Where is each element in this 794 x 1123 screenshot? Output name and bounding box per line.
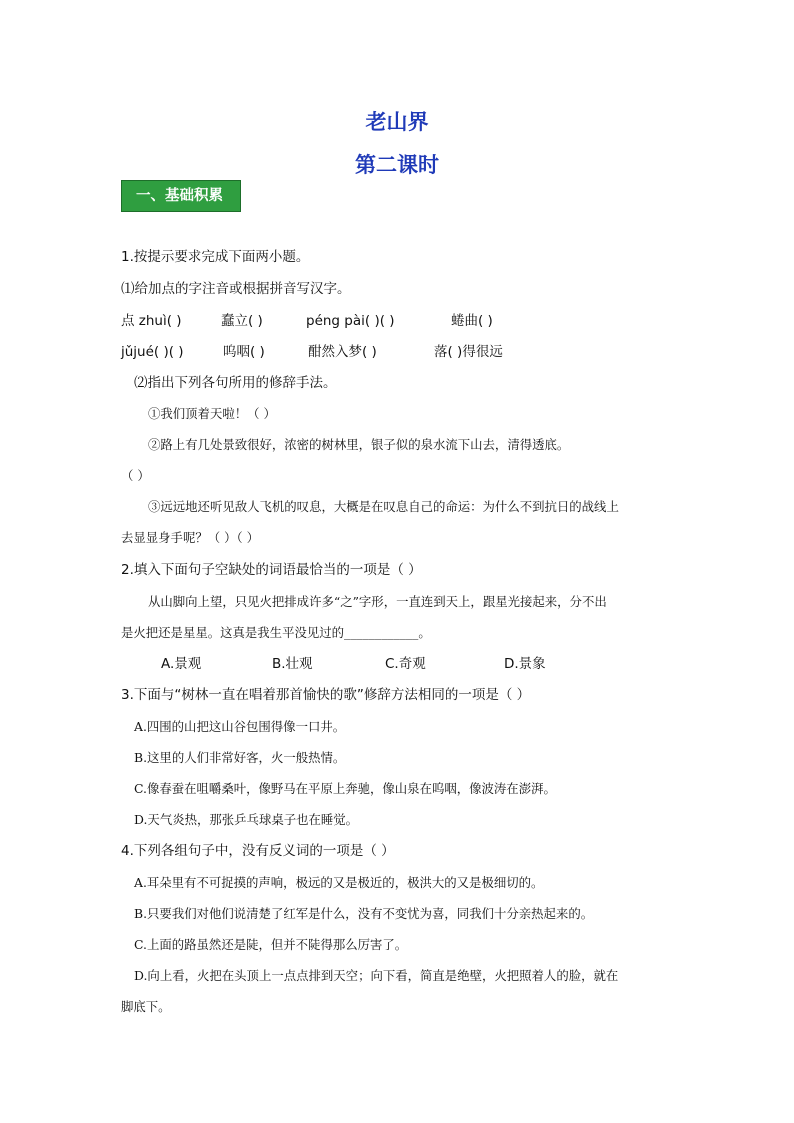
question-4-option-d-continued: 脚底下。 [121, 999, 171, 1014]
question-3-option-a: A.四围的山把这山谷包围得像一口井。 [134, 719, 346, 734]
rhetoric-sentence-1: ①我们顶着天啦！（ ） [148, 406, 276, 421]
question-2-option-b: B.壮观 [272, 656, 313, 672]
page-title: 老山界 [365, 110, 429, 134]
question-4-option-a: A.耳朵里有不可捉摸的声响，极远的又是极近的，极洪大的又是极细切的。 [134, 875, 544, 890]
question-2-passage: 从山脚向上望，只见火把排成许多“之”字形，一直连到天上，跟星光接起来，分不出 [148, 594, 607, 609]
question-4-option-c: C.上面的路虽然还是陡，但并不陡得那么厉害了。 [134, 937, 408, 952]
pinyin-item: 呜咽( ) [223, 344, 265, 360]
pinyin-item: jǔjué( )( ) [121, 344, 184, 360]
question-2-option-c: C.奇观 [385, 656, 426, 672]
question-4-stem: 4.下列各组句子中，没有反义词的一项是（ ） [121, 843, 395, 859]
pinyin-item: 蠢立( ) [221, 313, 263, 329]
question-2-option-a: A.景观 [161, 656, 202, 672]
pinyin-item: 点 zhuì( ) [121, 313, 182, 329]
question-1-part2-instruction: ⑵指出下列各句所用的修辞手法。 [134, 375, 337, 391]
pinyin-item: péng pài( )( ) [306, 313, 395, 329]
question-3-option-d: D.天气炎热，那张乒乓球桌子也在睡觉。 [134, 812, 359, 827]
question-4-option-d: D.向上看，火把在头顶上一点点排到天空；向下看，简直是绝壁，火把照着人的脸，就在 [134, 968, 619, 983]
pinyin-item: 蜷曲( ) [451, 313, 493, 329]
rhetoric-sentence-3-continued: 去显显身手呢？（ ）（ ） [121, 530, 259, 545]
question-3-option-b: B.这里的人们非常好客，火一般热情。 [134, 750, 346, 765]
question-3-stem: 3.下面与“树林一直在唱着那首愉快的歌”修辞方法相同的一项是（ ） [121, 687, 531, 703]
question-4-option-b: B.只要我们对他们说清楚了红军是什么，没有不变忧为喜，同我们十分亲热起来的。 [134, 906, 594, 921]
question-1-stem: 1.按提示要求完成下面两小题。 [121, 249, 310, 265]
pinyin-item: 落( )得很远 [434, 344, 503, 360]
question-3-option-c: C.像春蚕在咀嚼桑叶，像野马在平原上奔驰，像山泉在呜咽，像波涛在澎湃。 [134, 781, 556, 796]
rhetoric-sentence-2: ②路上有几处景致很好，浓密的树林里，银子似的泉水流下山去，清得透底。 [148, 437, 570, 452]
rhetoric-sentence-2-blank: （ ） [121, 468, 150, 483]
section-header: 一、基础积累 [121, 180, 241, 212]
question-2-passage-continued: 是火把还是星星。这真是我生平没见过的____________。 [121, 625, 431, 640]
rhetoric-sentence-3: ③远远地还听见敌人飞机的叹息，大概是在叹息自己的命运：为什么不到抗日的战线上 [148, 499, 619, 514]
pinyin-item: 酣然入梦( ) [308, 344, 377, 360]
question-1-part1-instruction: ⑴给加点的字注音或根据拼音写汉字。 [121, 281, 351, 297]
page-subtitle: 第二课时 [355, 153, 439, 177]
question-2-option-d: D.景象 [504, 656, 546, 672]
question-2-stem: 2.填入下面句子空缺处的词语最恰当的一项是（ ） [121, 562, 422, 578]
